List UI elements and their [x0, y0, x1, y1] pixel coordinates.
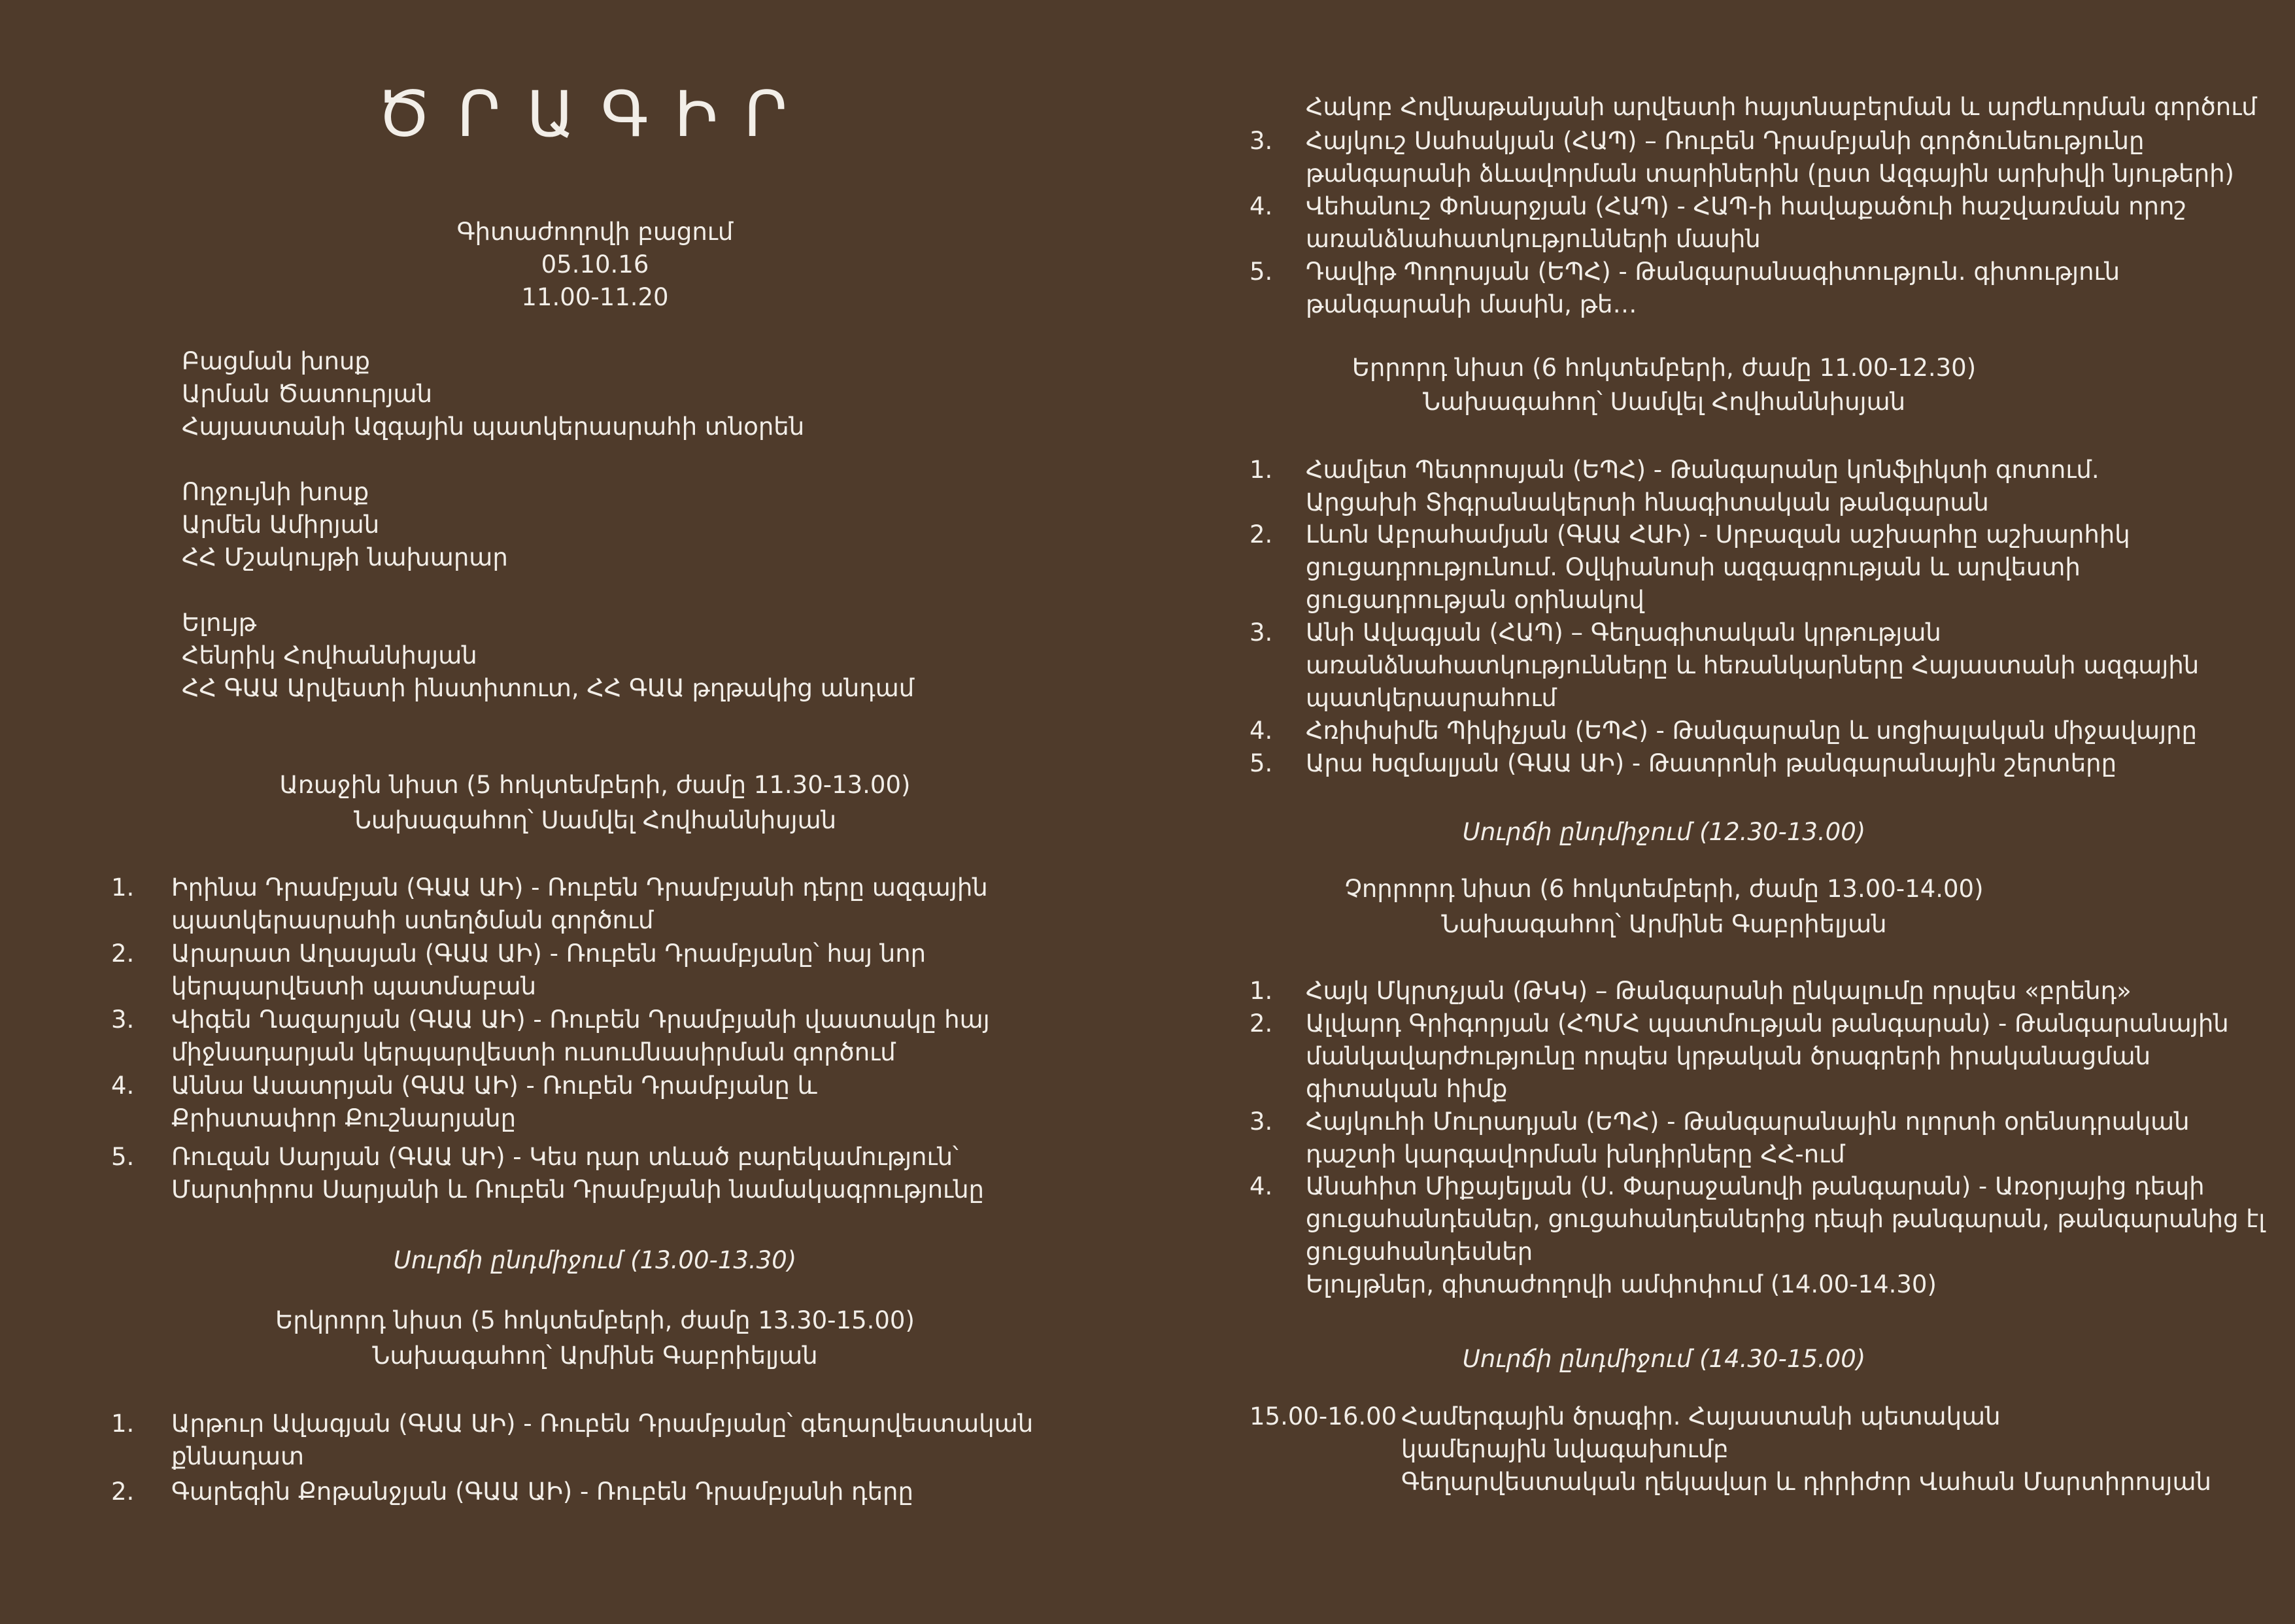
concert-line: կամերային նվագախումբ	[1401, 1435, 1729, 1463]
list-item: կերպարվեստի պատմաբան	[171, 972, 537, 1000]
list-number: 4.	[111, 1072, 135, 1100]
list-number: 5.	[1250, 258, 1273, 286]
list-item: Դավիթ Պողոսյան (ԵՊՀ) - Թանգարանագիտություն. գիտություն	[1306, 258, 2120, 286]
list-item: Հայկուհի Մուրադյան (ԵՊՀ) - Թանգարանային ոլորտի օրենսդրական	[1306, 1108, 2190, 1136]
list-item: թանգարանի ձևավորման տարիներին (ըստ Ազգային արխիվի նյութերի)	[1306, 160, 2234, 188]
closing-remarks: Ելույթներ, գիտաժողովի ամփոփում (14.00-14.30)	[1306, 1270, 1937, 1298]
list-item: ցուցահանդեսներ, ցուցահանդեսներից դեպի թանգարան, թանգարանից էլ	[1306, 1205, 2266, 1233]
list-item: Վիգեն Ղազարյան (ԳԱԱ ԱԻ) - Ռուբեն Դրամբյանի վաստակը հայ	[171, 1006, 990, 1034]
list-number: 2.	[111, 1478, 135, 1506]
page-title: ԾՐԱԳԻՐ	[376, 78, 814, 151]
speech-position: Հայաստանի Ազգային պատկերասրահի տնօրեն	[182, 413, 805, 441]
speech-name: Հենրիկ Հովհաննիսյան	[182, 641, 477, 669]
speech-name: Արմեն Ամիրյան	[182, 511, 380, 539]
opening-label: Գիտաժողովի բացում	[456, 218, 734, 246]
coffee-break: Սուրճի ընդմիջում (12.30-13.00)	[1462, 818, 1866, 846]
coffee-break: Սուրճի ընդմիջում (13.00-13.30)	[393, 1246, 797, 1274]
list-item: Աննա Ասատրյան (ԳԱԱ ԱԻ) - Ռուբեն Դրամբյանը և	[171, 1072, 817, 1100]
list-item: Հայկուշ Սահակյան (ՀԱՊ) – Ռուբեն Դրամբյանի գործունեությունը	[1306, 127, 2145, 155]
opening-block	[0, 216, 1190, 314]
right-page	[1148, 0, 2295, 1624]
list-item: Անահիտ Միքայելյան (Ս. Փարաջանովի թանգարան) - Առօրյայից դեպի	[1306, 1172, 2205, 1200]
list-item: Հակոբ Հովնաթանյանի արվեստի հայտնաբերման և արժևորման գործում	[1306, 93, 2257, 121]
session-chair: Նախագահող՝ Արմինե Գաբրիելյան	[1441, 910, 1887, 938]
list-item: պատկերասրահում	[1306, 684, 1557, 712]
list-item: Արարատ Աղասյան (ԳԱԱ ԱԻ) - Ռուբեն Դրամբյանը՝ հայ նոր	[171, 939, 926, 968]
list-number: 1.	[111, 873, 135, 902]
list-number: 1.	[1250, 456, 1273, 484]
list-item: Արցախի Տիգրանակերտի հնագիտական թանգարան	[1306, 488, 1989, 516]
session-chair: Նախագահող՝ Արմինե Գաբրիելյան	[372, 1342, 818, 1370]
list-number: 2.	[111, 939, 135, 968]
opening-date: 05.10.16	[541, 250, 649, 279]
list-item: Իրինա Դրամբյան (ԳԱԱ ԱԻ) - Ռուբեն Դրամբյանի դերը ազգային	[171, 873, 988, 902]
list-number: 3.	[1250, 618, 1273, 647]
list-number: 4.	[1250, 192, 1273, 220]
list-number: 1.	[111, 1410, 135, 1438]
list-item: Ռուզան Սարյան (ԳԱԱ ԱԻ) - Կես դար տևած բարեկամություն՝	[171, 1143, 959, 1171]
list-item: գիտական հիմք	[1306, 1075, 1508, 1103]
list-number: 5.	[111, 1143, 135, 1171]
list-item: Գարեգին Քոթանջյան (ԳԱԱ ԱԻ) - Ռուբեն Դրամբյանի դերը	[171, 1478, 913, 1506]
list-item: մանկավարժությունը որպես կրթական ծրագրերի իրականացման	[1306, 1042, 2151, 1070]
speech-position: ՀՀ ԳԱԱ Արվեստի ինստիտուտ, ՀՀ ԳԱԱ թղթակից անդամ	[182, 674, 915, 702]
list-item: պատկերասրահի ստեղծման գործում	[171, 906, 654, 934]
list-item: Արթուր Ավագյան (ԳԱԱ ԱԻ) - Ռուբեն Դրամբյանը՝ գեղարվեստական	[171, 1410, 1034, 1438]
list-number: 4.	[1250, 717, 1273, 745]
speech-position: ՀՀ Մշակույթի նախարար	[182, 543, 508, 571]
opening-time: 11.00-11.20	[521, 283, 669, 311]
list-number: 5.	[1250, 749, 1273, 777]
list-item: ցուցադրության օրինակով	[1306, 586, 1644, 614]
list-item: միջնադարյան կերպարվեստի ուսումնասիրման գործում	[171, 1038, 896, 1066]
list-item: Վեհանուշ Փոնարջյան (ՀԱՊ) - ՀԱՊ-ի հավաքածուի հաշվառման որոշ	[1306, 192, 2186, 220]
session-title: Չորրորդ նիստ (6 հոկտեմբերի, ժամը 13.00-14.00)	[1344, 875, 1984, 903]
list-item: ցուցադրությունում. Օվկիանոսի ազգագրության և արվեստի	[1306, 553, 2081, 581]
list-number: 3.	[111, 1006, 135, 1034]
list-item: Արա Խզմալյան (ԳԱԱ ԱԻ) - Թատրոնի թանգարանային շերտերը	[1306, 749, 2117, 777]
list-item: Անի Ավագյան (ՀԱՊ) – Գեղագիտական կրթության	[1306, 618, 1941, 647]
list-item: առանձնահատկությունների մասին	[1306, 225, 1761, 253]
speech-role: Ելույթ	[182, 609, 257, 637]
list-number: 3.	[1250, 127, 1273, 155]
session-title: Երկրորդ նիստ (5 հոկտեմբերի, ժամը 13.30-15.00)	[275, 1306, 915, 1334]
list-number: 3.	[1250, 1108, 1273, 1136]
list-number: 4.	[1250, 1172, 1273, 1200]
list-item: առանձնահատկությունները և հեռանկարները Հայաստանի ազգային	[1306, 651, 2200, 679]
list-number: 2.	[1250, 1009, 1273, 1038]
speech-role: Ողջույնի խոսք	[182, 478, 369, 506]
session-title: Առաջին նիստ (5 հոկտեմբերի, ժամը 11.30-13.00)	[279, 771, 911, 799]
concert-time: 15.00-16.00	[1250, 1402, 1397, 1430]
concert-line: Գեղարվեստական ղեկավար և դիրիժոր Վահան Մարտիրոսյան	[1401, 1468, 2211, 1496]
list-number: 1.	[1250, 977, 1273, 1005]
concert-line: Համերգային ծրագիր. Հայաստանի պետական	[1401, 1402, 2001, 1430]
session-chair: Նախագահող՝ Սամվել Հովհաննիսյան	[1422, 388, 1906, 416]
list-item: Հռիփսիմե Պիկիչյան (ԵՊՀ) - Թանգարանը և սոցիալական միջավայրը	[1306, 717, 2197, 745]
list-item: Հայկ Մկրտչյան (ԹԿԿ) – Թանգարանի ընկալումը որպես «բրենդ»	[1306, 977, 2132, 1005]
list-number: 2.	[1250, 520, 1273, 549]
list-item: ցուցահանդեսներ	[1306, 1238, 1533, 1266]
list-item: թանգարանի մասին, թե…	[1306, 290, 1637, 318]
list-item: Մարտիրոս Սարյանի և Ռուբեն Դրամբյանի նամակագրությունը	[171, 1176, 985, 1204]
speech-name: Արման Ծատուրյան	[182, 380, 433, 408]
list-item: Ալվարդ Գրիգորյան (ՀՊՄՀ պատմության թանգարան) - Թանգարանային	[1306, 1009, 2229, 1038]
session-chair: Նախագահող՝ Սամվել Հովհաննիսյան	[353, 806, 837, 834]
coffee-break: Սուրճի ընդմիջում (14.30-15.00)	[1462, 1345, 1866, 1373]
list-item: Համլետ Պետրոսյան (ԵՊՀ) - Թանգարանը կոնֆլիկտի գոտում.	[1306, 456, 2100, 484]
list-item: Քրիստափոր Քուշնարյանը	[171, 1104, 517, 1132]
list-item: քննադատ	[171, 1442, 305, 1470]
list-item: Լևոն Աբրահամյան (ԳԱԱ ՀԱԻ) - Սրբազան աշխարհը աշխարհիկ	[1306, 520, 2130, 549]
session-title: Երրորդ նիստ (6 հոկտեմբերի, ժամը 11.00-12.30)	[1352, 354, 1977, 382]
list-item: դաշտի կարգավորման խնդիրները ՀՀ-ում	[1306, 1140, 1845, 1168]
speech-role: Բացման խոսք	[182, 347, 370, 375]
